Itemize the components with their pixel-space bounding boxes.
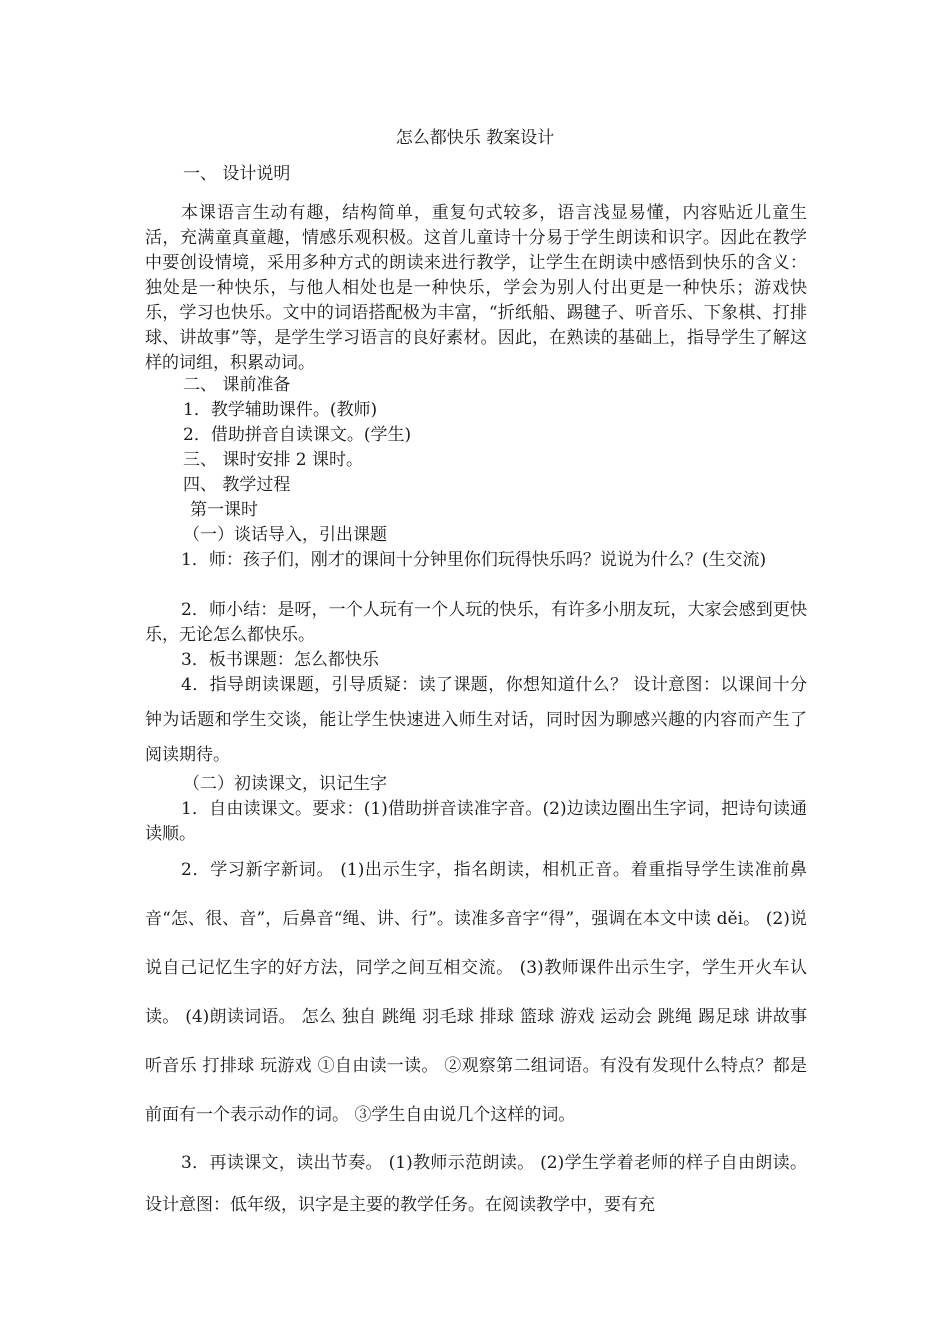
- part1-heading: （一）谈话导入，引出课题: [183, 525, 387, 545]
- prep-item-2: 2．借助拼音自读课文。(学生): [183, 425, 412, 445]
- lesson1-heading: 第一课时: [190, 500, 258, 520]
- part2-item-3: 3．再读课文，读出节奏。 (1)教师示范朗读。 (2)学生学着老师的样子自由朗读。 设计意图：低年级，识字是主要的教学任务。在阅读教学中，要有充: [145, 1153, 807, 1215]
- part1-item-4: 4．指导朗读课题，引导质疑：读了课题，你想知道什么？ 设计意图：以课间十分钟为话题和学生交谈，能让学生快速进入师生对话，同时因为聊感兴趣的内容而产生了阅读期待。: [145, 675, 807, 765]
- section4-heading: 四、 教学过程: [183, 475, 291, 495]
- section1-body: 本课语言生动有趣，结构简单，重复句式较多，语言浅显易懂，内容贴近儿童生活，充满童真童趣，情感乐观积极。这首儿童诗十分易于学生朗读和识字。因此在教学中要创设情境，采用多种方式的朗读来进行教学，让学生在朗读中感悟到快乐的含义：独处是一种快乐，与他人相处也是一种快乐，学会为别人付出更是一种快乐；游戏快乐，学习也快乐。文中的词语搭配极为丰富，“折纸船、踢毽子、听音乐、下象棋、打排球、讲故事”等，是学生学习语言的良好素材。因此，在熟读的基础上，指导学生了解这样的词组，积累动词。: [145, 203, 807, 373]
- document-title: 怎么都快乐 教案设计: [395, 128, 555, 148]
- part1-item-3: 3．板书课题：怎么都快乐: [181, 650, 379, 670]
- part2-item-1: 1．自由读课文。要求：(1)借助拼音读准字音。(2)边读边圈出生字词，把诗句读通读顺。: [145, 799, 807, 844]
- part1-item-2: 2．师小结：是呀，一个人玩有一个人玩的快乐，有许多小朋友玩，大家会感到更快乐，无论怎么都快乐。: [145, 600, 807, 645]
- prep-item-1: 1．教学辅助课件。(教师): [183, 400, 378, 420]
- part2-heading: （二）初读课文，识记生字: [183, 774, 387, 794]
- section2-heading: 二、 课前准备: [183, 375, 291, 395]
- section3-heading: 三、 课时安排 2 课时。: [183, 450, 364, 470]
- part2-item-2: 2．学习新字新词。 (1)出示生字，指名朗读，相机正音。着重指导学生读准前鼻音“怎、很、音”，后鼻音“绳、讲、行”。读准多音字“得”，强调在本文中读 děi。 (2)说说自己记忆生字的好方法，同学之间互相交流。 (3)教师课件出示生字，学生开火车认读。 (4)朗读词语。 怎么 独自 跳绳 羽毛球 排球 篮球 游戏 运动会 跳绳 踢足球 讲故事 听音乐 打排球 玩游戏 ①自由读一读。 ②观察第二组词语。有没有发现什么特点？都是前面有一个表示动作的词。 ③学生自由说几个这样的词。: [145, 860, 807, 1125]
- section1-heading: 一、 设计说明: [183, 164, 291, 184]
- part1-item-1: 1．师：孩子们，刚才的课间十分钟里你们玩得快乐吗？说说为什么？(生交流): [181, 550, 767, 570]
